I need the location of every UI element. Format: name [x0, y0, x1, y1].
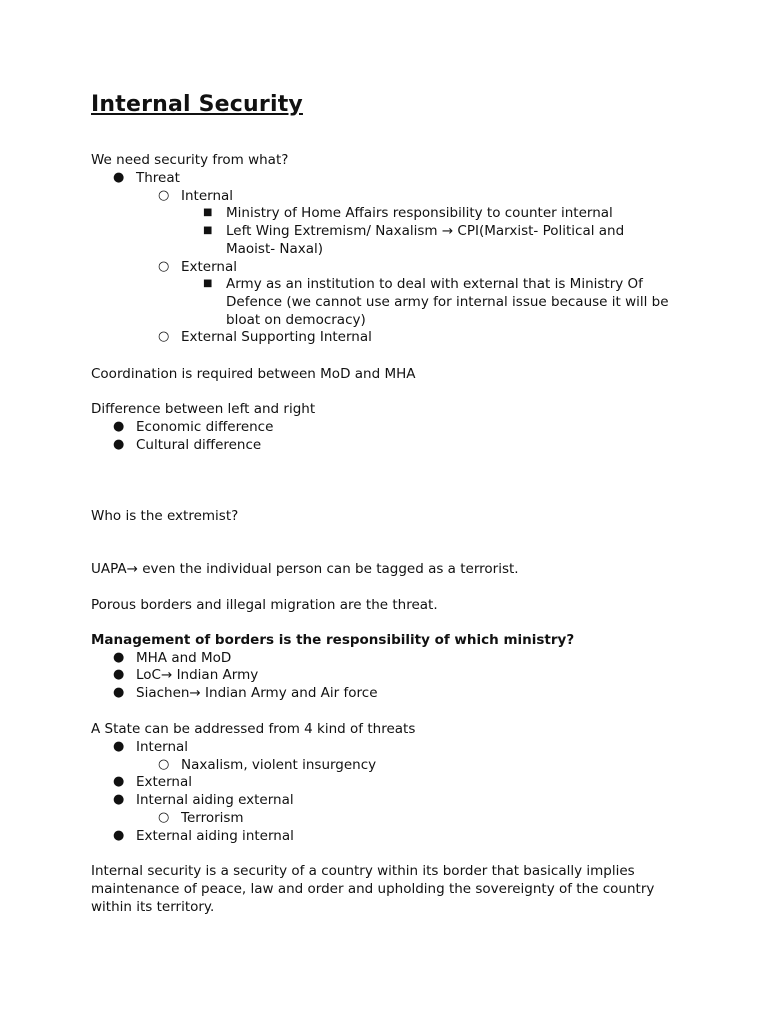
list-item-loc: LoC→ Indian Army	[136, 667, 259, 683]
circle-bullet-icon: ○	[158, 188, 170, 203]
extremist-line: Who is the extremist?	[91, 508, 239, 524]
circle-bullet-icon: ○	[158, 810, 170, 825]
list-item-external: External	[181, 259, 238, 275]
definition-line3: within its territory.	[91, 899, 215, 915]
disc-bullet-icon: ●	[113, 685, 125, 700]
definition-line1: Internal security is a security of a country within its border that basically implies	[91, 863, 635, 879]
list-item-army-line2: Defence (we cannot use army for internal issue because it will be	[226, 294, 669, 310]
list-item-ext-supporting-int: External Supporting Internal	[181, 329, 372, 345]
management-question: Management of borders is the responsibility of which ministry?	[91, 632, 575, 648]
list-item-siachen: Siachen→ Indian Army and Air force	[136, 685, 378, 701]
list-item-lwe-line2: Maoist- Naxal)	[226, 241, 324, 257]
list-item-naxalism: Naxalism, violent insurgency	[181, 757, 377, 773]
list-item-threat-internal: Internal	[136, 739, 189, 755]
page-title: Internal Security	[91, 92, 303, 117]
list-item-lwe-line1: Left Wing Extremism/ Naxalism → CPI(Marxist- Political and	[226, 223, 625, 239]
disc-bullet-icon: ●	[113, 792, 125, 807]
circle-bullet-icon: ○	[158, 329, 170, 344]
disc-bullet-icon: ●	[113, 828, 125, 843]
square-bullet-icon: ■	[203, 225, 213, 236]
list-item-threat-external: External	[136, 774, 193, 790]
question-line: We need security from what?	[91, 152, 289, 168]
list-item-army-line3: bloat on democracy)	[226, 312, 366, 328]
disc-bullet-icon: ●	[113, 650, 125, 665]
difference-line: Difference between left and right	[91, 401, 316, 417]
square-bullet-icon: ■	[203, 207, 213, 218]
disc-bullet-icon: ●	[113, 437, 125, 452]
list-item-economic: Economic difference	[136, 419, 274, 435]
disc-bullet-icon: ●	[113, 739, 125, 754]
list-item-army-line1: Army as an institution to deal with external that is Ministry Of	[226, 276, 643, 292]
circle-bullet-icon: ○	[158, 259, 170, 274]
coordination-line: Coordination is required between MoD and MHA	[91, 366, 416, 382]
list-item-terrorism: Terrorism	[181, 810, 244, 826]
list-item-internal-aiding-external: Internal aiding external	[136, 792, 294, 808]
disc-bullet-icon: ●	[113, 419, 125, 434]
list-item-mha-mod: MHA and MoD	[136, 650, 232, 666]
list-item-cultural: Cultural difference	[136, 437, 262, 453]
disc-bullet-icon: ●	[113, 170, 125, 185]
list-item-threat: Threat	[136, 170, 180, 186]
list-item-internal: Internal	[181, 188, 234, 204]
disc-bullet-icon: ●	[113, 774, 125, 789]
uapa-line: UAPA→ even the individual person can be tagged as a terrorist.	[91, 561, 519, 577]
list-item-external-aiding-internal: External aiding internal	[136, 828, 294, 844]
definition-line2: maintenance of peace, law and order and upholding the sovereignty of the country	[91, 881, 655, 897]
porous-line: Porous borders and illegal migration are the threat.	[91, 597, 438, 613]
state-threats-line: A State can be addressed from 4 kind of threats	[91, 721, 416, 737]
circle-bullet-icon: ○	[158, 757, 170, 772]
list-item-mha-responsibility: Ministry of Home Affairs responsibility to counter internal	[226, 205, 613, 221]
disc-bullet-icon: ●	[113, 667, 125, 682]
square-bullet-icon: ■	[203, 278, 213, 289]
